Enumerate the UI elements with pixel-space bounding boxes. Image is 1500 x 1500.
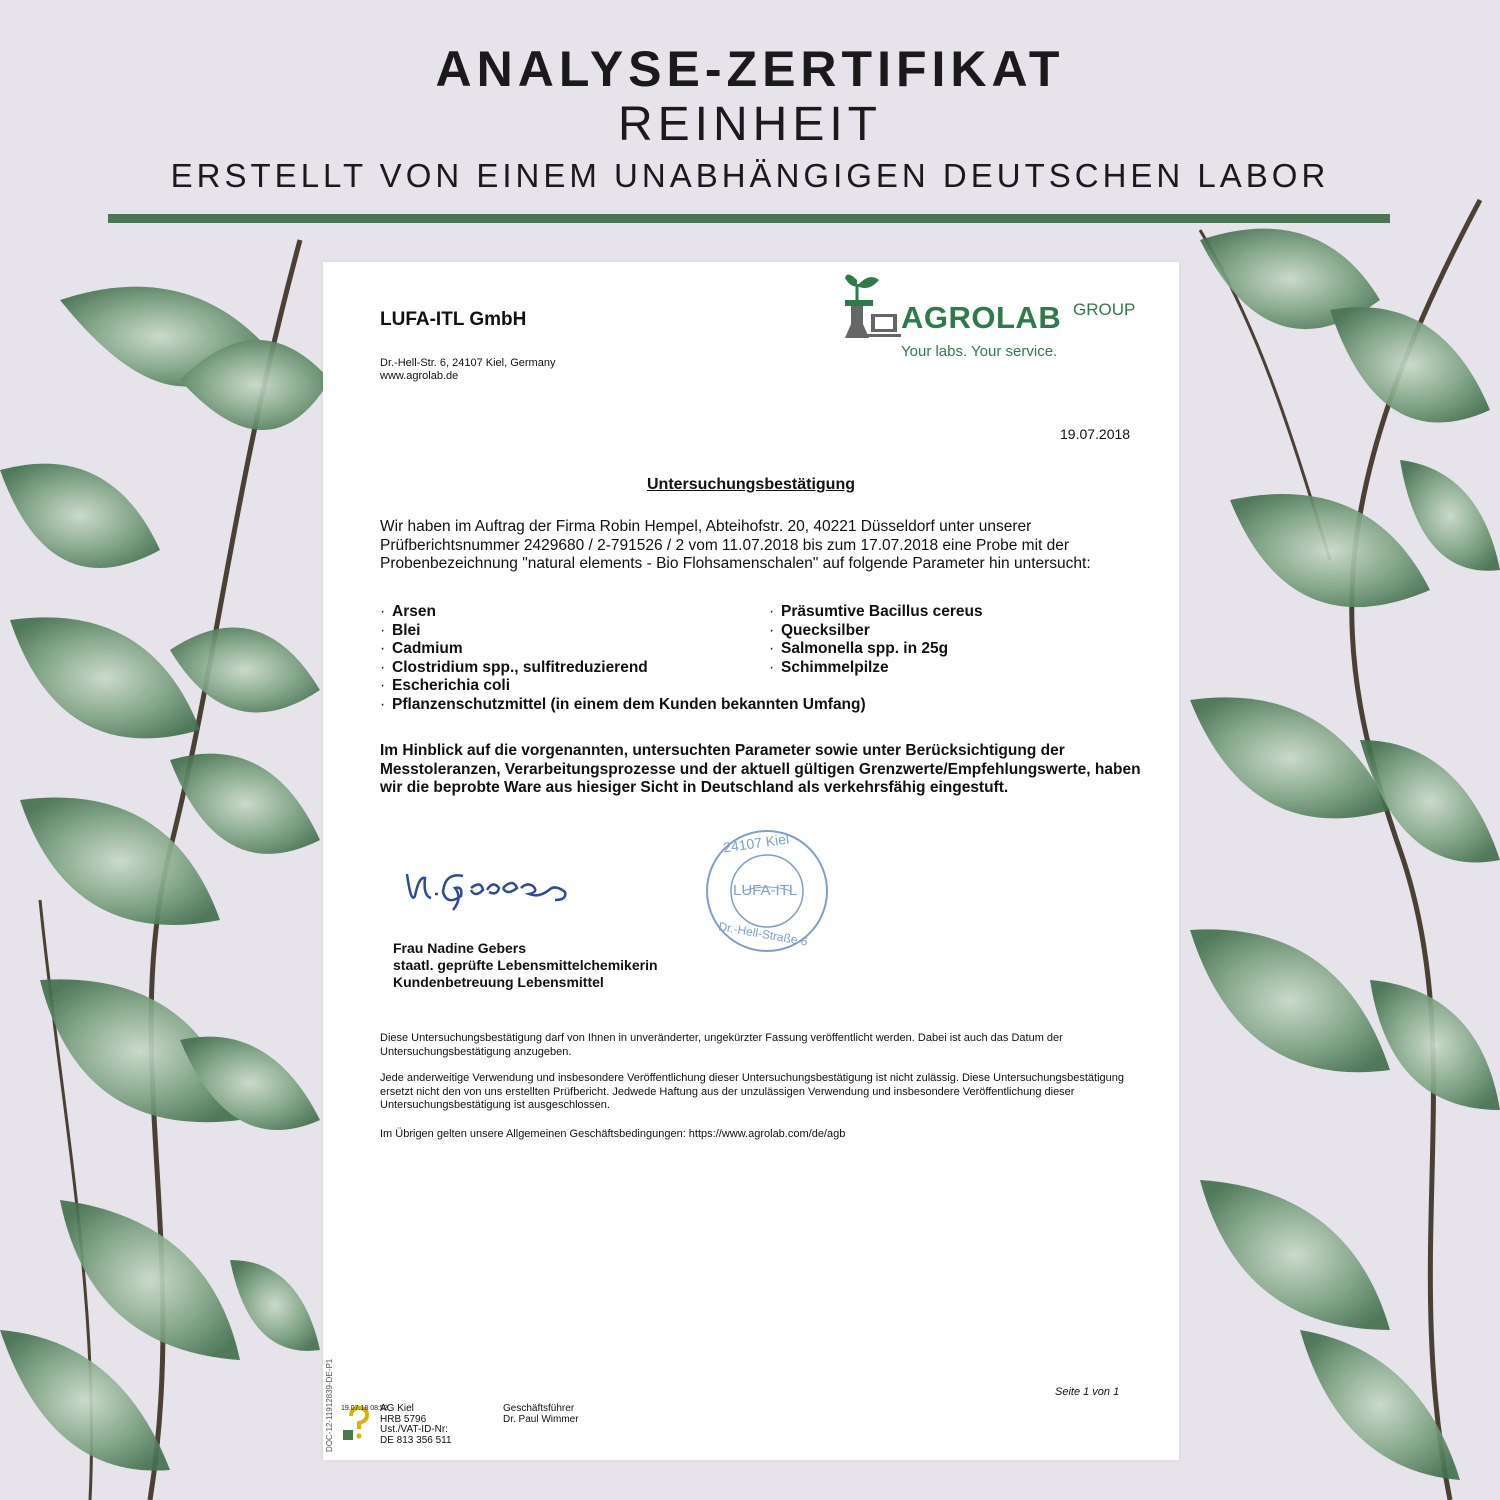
logo-name: AGROLAB	[901, 300, 1062, 335]
page-title: ANALYSE-ZERTIFIKAT	[435, 41, 1065, 97]
list-item: · Clostridium spp., sulfitreduzierend	[380, 658, 648, 676]
intro-paragraph: Wir haben im Auftrag der Firma Robin Hempel, Abteihofstr. 20, 40221 Düsseldorf unter unserer Prüfberichtsnummer 2429680 / 2-791526 / 2 vom 11.07.2018 bis zum 17.07.2018 eine Probe mit der Probenbezeichnung "natural elements - Bio Flohsamenschalen" auf folgende Parameter hin untersucht:	[380, 518, 1091, 572]
list-item: · Pflanzenschutzmittel (in einem dem Kunden bekannten Umfang)	[380, 695, 866, 713]
stamp-center-text: LUFA-ITL	[733, 882, 798, 899]
footer-management: Geschäftsführer Dr. Paul Wimmer	[503, 1403, 579, 1425]
document-id: DOC-12-11912839-DE-P1	[325, 1358, 334, 1452]
conclusion-paragraph: Im Hinblick auf die vorgenannten, untersuchten Parameter sowie unter Berücksichtigung der Messtoleranzen, Verarbeitungsprozesse und der aktuell gültigen Grenzwerte/Empfehlungswerte, haben wir die beprobte Ware aus hiesiger Sicht in Deutschland als verkehrsfähig eingestuft.	[380, 742, 1141, 796]
parameter-list-right	[769, 603, 983, 677]
header-divider	[108, 214, 1390, 223]
signer-title: staatl. geprüfte Lebensmittelchemikerin	[393, 957, 658, 973]
list-item: · Cadmium	[380, 640, 463, 657]
list-item: · Quecksilber	[769, 621, 870, 639]
qmark-date: 19.07.18 08:52	[341, 1405, 388, 1412]
page-number: Seite 1 von 1	[1055, 1386, 1120, 1398]
company-address	[380, 357, 555, 383]
stamp-bottom-text: Dr.-Hell-Straße 6	[717, 919, 809, 949]
signer-block	[393, 940, 658, 991]
list-item: · Schimmelpilze	[769, 658, 889, 676]
stamp-top-text: 24107 Kiel	[722, 830, 790, 856]
disclaimer-3: Im Übrigen gelten unsere Allgemeinen Geschäftsbedingungen: https://www.agrolab.com/de/agb	[380, 1128, 846, 1140]
certificate-document	[323, 262, 1179, 1460]
disclaimer-2: Jede anderweitige Verwendung und insbesondere Veröffentlichung dieser Untersuchungsbestätigung ist nicht zulässig. Diese Untersuchungsbestätigung ersetzt nicht den von uns erstellten Prüfbericht. Jedwede Haftung aus der unzulässigen Verwendung und insbesondere Veröffentlichung dieser Untersuchungsbestätigung ist ausgeschlossen.	[380, 1072, 1125, 1111]
website-line: www.agrolab.de	[380, 370, 459, 382]
signer-name: Frau Nadine Gebers	[393, 940, 527, 956]
logo-tagline: Your labs. Your service.	[901, 343, 1058, 360]
logo-group: GROUP	[1073, 300, 1136, 319]
list-item: · Präsumtive Bacillus cereus	[769, 603, 983, 620]
list-item: · Salmonella spp. in 25g	[769, 640, 949, 657]
page-subtitle: REINHEIT	[617, 98, 882, 151]
list-item: · Escherichia coli	[380, 677, 511, 694]
document-subject: Untersuchungsbestätigung	[646, 476, 855, 493]
list-item: · Blei	[380, 621, 421, 639]
footer-registration: AG Kiel HRB 5796 Ust./VAT-ID-Nr: DE 813 356 511	[380, 1403, 452, 1446]
signer-department: Kundenbetreuung Lebensmittel	[393, 974, 604, 990]
list-item: · Arsen	[380, 603, 436, 620]
address-line: Dr.-Hell-Str. 6, 24107 Kiel, Germany	[380, 357, 556, 369]
disclaimer-1: Diese Untersuchungsbestätigung darf von Ihnen in unveränderter, ungekürzter Fassung veröffentlicht werden. Dabei ist auch das Datum der Untersuchungsbestätigung anzugeben.	[380, 1032, 1063, 1058]
company-name: LUFA-ITL GmbH	[380, 309, 527, 330]
signature-icon	[401, 854, 586, 918]
page-tagline: ERSTELLT VON EINEM UNABHÄNGIGEN DEUTSCHEN LABOR	[170, 157, 1330, 194]
document-date: 19.07.2018	[1060, 426, 1131, 442]
